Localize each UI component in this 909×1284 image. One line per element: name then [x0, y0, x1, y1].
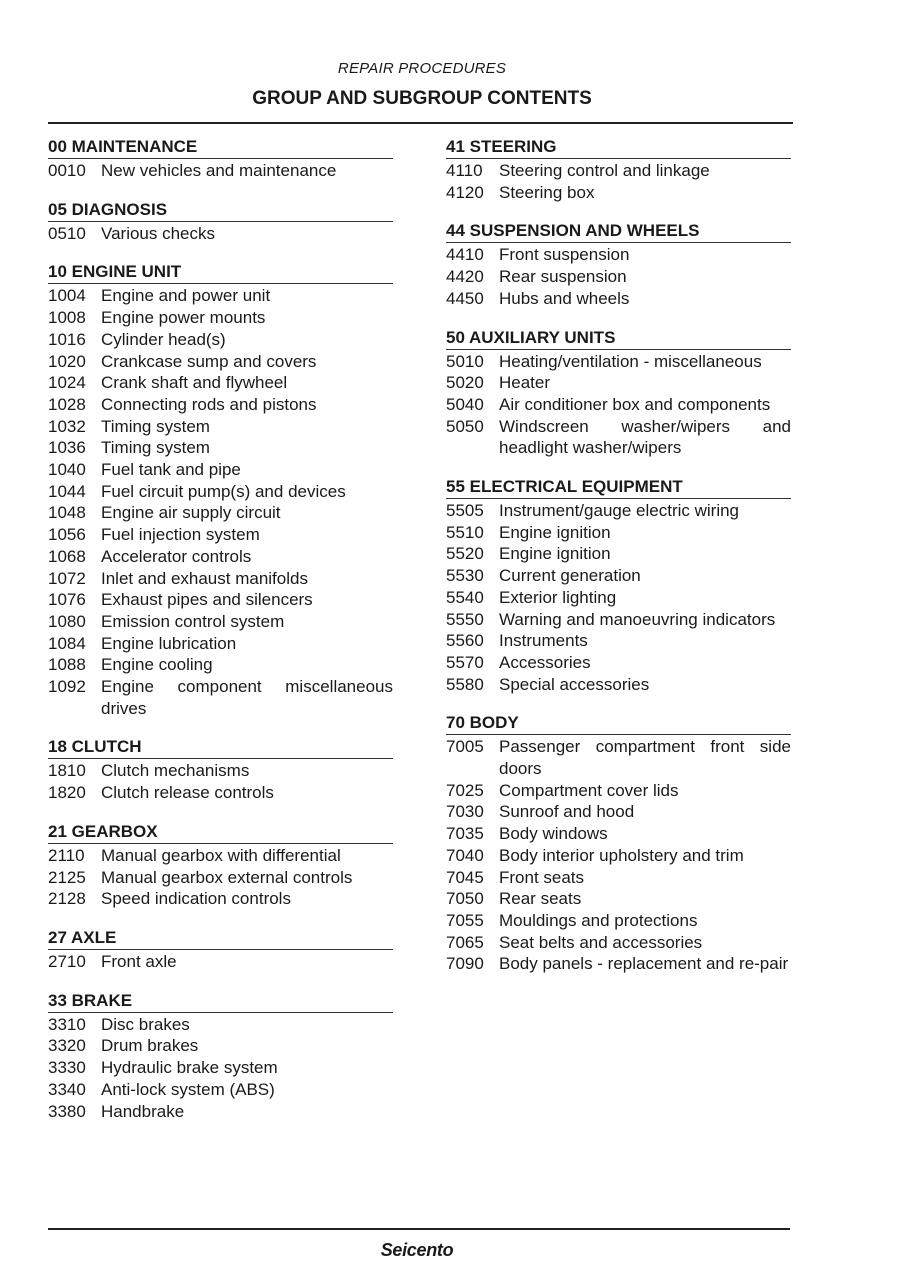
subgroup-label: Heater	[499, 373, 551, 393]
subgroup-item	[48, 524, 393, 546]
subgroup-item	[48, 782, 393, 804]
subgroup-code: 1088	[48, 655, 86, 675]
group-section	[446, 136, 791, 203]
section-kicker: REPAIR PROCEDURES	[337, 60, 507, 77]
subgroup-label: Engine component miscellaneous drives	[101, 677, 393, 718]
subgroup-code: 5560	[446, 631, 484, 651]
subgroup-label: Disc brakes	[101, 1014, 190, 1034]
subgroup-item	[48, 481, 393, 503]
subgroup-code: 1810	[48, 761, 86, 781]
subgroup-code: 2110	[48, 845, 85, 865]
group-section	[48, 990, 393, 1123]
subgroup-item	[48, 867, 393, 889]
subgroup-label: Compartment cover lids	[499, 780, 679, 800]
subgroup-label: Instrument/gauge electric wiring	[499, 501, 740, 521]
group-section	[446, 327, 791, 460]
subgroup-code: 5520	[446, 544, 484, 564]
subgroup-item	[48, 633, 393, 655]
subgroup-item	[446, 565, 791, 587]
subgroup-item	[48, 845, 393, 867]
subgroup-code: 5510	[446, 522, 484, 542]
subgroup-label: Current generation	[499, 566, 641, 586]
subgroup-item	[48, 372, 393, 394]
subgroup-code: 5570	[446, 652, 484, 672]
subgroup-item	[48, 568, 393, 590]
subgroup-code: 1076	[48, 590, 86, 610]
subgroup-item	[446, 674, 791, 696]
subgroup-code: 1040	[48, 460, 86, 480]
header-divider	[48, 122, 793, 124]
subgroup-code: 5040	[446, 394, 484, 414]
group-heading: 55 ELECTRICAL EQUIPMENT	[446, 476, 791, 499]
subgroup-item	[48, 459, 393, 481]
subgroup-code: 5540	[446, 587, 484, 607]
group-section	[48, 261, 393, 719]
subgroup-label: Clutch release controls	[101, 783, 274, 803]
subgroup-code: 5580	[446, 674, 484, 694]
subgroup-item	[446, 780, 791, 802]
right-column	[446, 136, 791, 992]
subgroup-item	[446, 500, 791, 522]
subgroup-code: 7090	[446, 954, 484, 974]
subgroup-label: Rear seats	[499, 889, 582, 909]
subgroup-label: Engine power mounts	[101, 308, 266, 328]
subgroup-label: Exterior lighting	[499, 587, 617, 607]
subgroup-code: 7040	[446, 845, 484, 865]
subgroup-item	[446, 630, 791, 652]
subgroup-label: New vehicles and maintenance	[101, 161, 337, 180]
group-section	[48, 736, 393, 803]
group-heading: 00 MAINTENANCE	[48, 136, 393, 159]
subgroup-code: 3380	[48, 1101, 86, 1121]
subgroup-item	[446, 351, 791, 373]
subgroup-code: 4450	[446, 288, 484, 308]
subgroup-item	[48, 1079, 393, 1101]
subgroup-label: Crank shaft and flywheel	[101, 373, 288, 393]
subgroup-label: Handbrake	[101, 1101, 185, 1121]
subgroup-code: 1008	[48, 308, 86, 328]
subgroup-item	[48, 502, 393, 524]
subgroup-code: 2125	[48, 867, 86, 887]
subgroup-label: Accessories	[499, 652, 591, 672]
subgroup-code: 7065	[446, 932, 484, 952]
subgroup-item	[446, 953, 791, 975]
subgroup-code: 2128	[48, 889, 86, 909]
subgroup-item	[446, 867, 791, 889]
group-section	[48, 199, 393, 245]
subgroup-code: 3310	[48, 1014, 86, 1034]
subgroup-label: Mouldings and protections	[499, 910, 698, 930]
subgroup-item	[446, 522, 791, 544]
subgroup-code: 5050	[446, 416, 484, 436]
subgroup-item	[48, 611, 393, 633]
subgroup-item	[446, 288, 791, 310]
subgroup-code: 0010	[48, 161, 86, 180]
subgroup-code: 4110	[446, 161, 483, 180]
subgroup-label: Crankcase sump and covers	[101, 351, 317, 371]
group-heading: 41 STEERING	[446, 136, 791, 159]
subgroup-label: Passenger compartment front side doors	[499, 737, 791, 779]
subgroup-item	[446, 244, 791, 266]
subgroup-label: Air conditioner box and components	[499, 394, 771, 414]
group-heading: 21 GEARBOX	[48, 821, 393, 844]
subgroup-code: 7025	[446, 780, 484, 800]
subgroup-label: Body windows	[499, 824, 608, 844]
brand-logo-text: Seicento	[380, 1240, 454, 1260]
subgroup-label: Emission control system	[101, 611, 285, 631]
subgroup-label: Engine ignition	[499, 544, 611, 564]
subgroup-item	[48, 1035, 393, 1057]
subgroup-item	[446, 394, 791, 416]
group-section	[48, 821, 393, 910]
subgroup-item	[446, 845, 791, 867]
subgroup-label: Heating/ventilation - miscellaneous	[499, 351, 762, 371]
subgroup-code: 5550	[446, 609, 484, 629]
subgroup-item	[48, 394, 393, 416]
subgroup-code: 1020	[48, 351, 86, 371]
subgroup-code: 1056	[48, 525, 86, 545]
subgroup-code: 1004	[48, 286, 86, 306]
subgroup-code: 1048	[48, 503, 86, 523]
subgroup-item	[446, 736, 791, 779]
subgroup-label: Timing system	[101, 438, 210, 458]
subgroup-code: 7035	[446, 824, 484, 844]
subgroup-label: Engine air supply circuit	[101, 503, 281, 523]
subgroup-item	[48, 160, 393, 182]
subgroup-code: 1016	[48, 329, 86, 349]
subgroup-label: Connecting rods and pistons	[101, 394, 317, 414]
subgroup-label: Hydraulic brake system	[101, 1058, 278, 1078]
subgroup-label: Various checks	[101, 223, 216, 243]
subgroup-code: 1092	[48, 677, 86, 697]
group-heading: 50 AUXILIARY UNITS	[446, 327, 791, 350]
subgroup-item	[446, 823, 791, 845]
subgroup-label: Accelerator controls	[101, 546, 252, 566]
subgroup-item	[48, 546, 393, 568]
group-section	[446, 220, 791, 309]
subgroup-item	[48, 1101, 393, 1123]
group-section	[446, 476, 791, 695]
subgroup-label: Front axle	[101, 951, 177, 971]
subgroup-label: Drum brakes	[101, 1036, 199, 1056]
subgroup-item	[48, 760, 393, 782]
group-heading: 27 AXLE	[48, 927, 393, 950]
subgroup-code: 5530	[446, 566, 484, 586]
subgroup-code: 7055	[446, 910, 484, 930]
left-column	[48, 136, 393, 1139]
subgroup-code: 5505	[446, 501, 484, 521]
subgroup-item	[48, 329, 393, 351]
subgroup-item	[48, 437, 393, 459]
subgroup-code: 1072	[48, 568, 86, 588]
subgroup-label: Manual gearbox with differential	[101, 845, 341, 865]
subgroup-item	[446, 910, 791, 932]
subgroup-label: Special accessories	[499, 674, 650, 694]
subgroup-code: 7050	[446, 889, 484, 909]
subgroup-item	[48, 676, 393, 719]
subgroup-item	[48, 1014, 393, 1036]
subgroup-item	[446, 543, 791, 565]
subgroup-code: 3330	[48, 1058, 86, 1078]
subgroup-code: 1036	[48, 438, 86, 458]
subgroup-label: Timing system	[101, 416, 210, 436]
subgroup-label: Sunroof and hood	[499, 802, 635, 822]
subgroup-label: Front seats	[499, 867, 585, 887]
subgroup-label: Front suspension	[499, 245, 630, 265]
subgroup-code: 3340	[48, 1079, 86, 1099]
subgroup-code: 1084	[48, 633, 86, 653]
subgroup-code: 5020	[446, 373, 484, 393]
subgroup-code: 7045	[446, 867, 484, 887]
group-heading: 70 BODY	[446, 712, 791, 735]
subgroup-label: Instruments	[499, 631, 588, 651]
subgroup-item	[446, 888, 791, 910]
subgroup-label: Exhaust pipes and silencers	[101, 590, 313, 610]
group-section	[48, 136, 393, 182]
subgroup-item	[48, 951, 393, 973]
subgroup-code: 4410	[446, 245, 484, 265]
subgroup-label: Steering control and linkage	[499, 161, 710, 180]
subgroup-label: Manual gearbox external controls	[101, 867, 353, 887]
subgroup-code: 1044	[48, 481, 86, 501]
subgroup-label: Inlet and exhaust manifolds	[101, 568, 308, 588]
subgroup-code: 4420	[446, 267, 484, 287]
subgroup-item	[446, 652, 791, 674]
subgroup-label: Anti-lock system (ABS)	[101, 1079, 275, 1099]
subgroup-label: Steering box	[499, 182, 595, 202]
subgroup-item	[446, 609, 791, 631]
subgroup-code: 1032	[48, 416, 86, 436]
subgroup-item	[446, 932, 791, 954]
subgroup-code: 2710	[48, 951, 86, 971]
subgroup-code: 7005	[446, 737, 484, 757]
subgroup-item	[446, 160, 791, 182]
subgroup-item	[48, 654, 393, 676]
subgroup-item	[48, 307, 393, 329]
subgroup-label: Fuel circuit pump(s) and devices	[101, 481, 346, 501]
subgroup-code: 1024	[48, 373, 86, 393]
subgroup-code: 0510	[48, 223, 86, 243]
subgroup-label: Warning and manoeuvring indicators	[499, 609, 776, 629]
subgroup-code: 1068	[48, 546, 86, 566]
subgroup-code: 1820	[48, 783, 86, 803]
subgroup-item	[48, 416, 393, 438]
subgroup-label: Engine and power unit	[101, 286, 271, 306]
subgroup-label: Speed indication controls	[101, 889, 291, 909]
subgroup-item	[48, 285, 393, 307]
subgroup-item	[446, 416, 791, 459]
subgroup-code: 7030	[446, 802, 484, 822]
subgroup-item	[446, 266, 791, 288]
subgroup-label: Hubs and wheels	[499, 288, 630, 308]
subgroup-label: Engine lubrication	[101, 633, 237, 653]
group-heading: 05 DIAGNOSIS	[48, 199, 393, 222]
subgroup-label: Clutch mechanisms	[101, 761, 250, 781]
subgroup-code: 1028	[48, 394, 86, 414]
subgroup-code: 4120	[446, 182, 484, 202]
subgroup-item	[446, 182, 791, 204]
subgroup-label: Rear suspension	[499, 267, 627, 287]
subgroup-label: Engine ignition	[499, 522, 611, 542]
footer-divider	[48, 1228, 790, 1230]
group-heading: 18 CLUTCH	[48, 736, 393, 759]
subgroup-item	[446, 587, 791, 609]
subgroup-label: Engine cooling	[101, 655, 213, 675]
page-title: GROUP AND SUBGROUP CONTENTS	[252, 88, 592, 109]
subgroup-label: Fuel injection system	[101, 525, 260, 545]
subgroup-label: Cylinder head(s)	[101, 329, 226, 349]
subgroup-code: 5010	[446, 351, 484, 371]
subgroup-item	[48, 888, 393, 910]
subgroup-item	[48, 589, 393, 611]
subgroup-label: Body interior upholstery and trim	[499, 845, 744, 865]
group-heading: 33 BRAKE	[48, 990, 393, 1013]
subgroup-item	[48, 1057, 393, 1079]
subgroup-item	[446, 801, 791, 823]
subgroup-label: Body panels - replacement and re-pair	[499, 954, 789, 974]
group-section	[446, 712, 791, 975]
subgroup-item	[446, 372, 791, 394]
subgroup-item	[48, 223, 393, 245]
subgroup-label: Fuel tank and pipe	[101, 460, 241, 480]
subgroup-label: Seat belts and accessories	[499, 932, 703, 952]
group-section	[48, 927, 393, 973]
group-heading: 44 SUSPENSION AND WHEELS	[446, 220, 791, 243]
subgroup-item	[48, 351, 393, 373]
subgroup-code: 1080	[48, 611, 86, 631]
group-heading: 10 ENGINE UNIT	[48, 261, 393, 284]
subgroup-code: 3320	[48, 1036, 86, 1056]
subgroup-label: Windscreen washer/wipers and headlight washer/wipers	[499, 416, 791, 458]
